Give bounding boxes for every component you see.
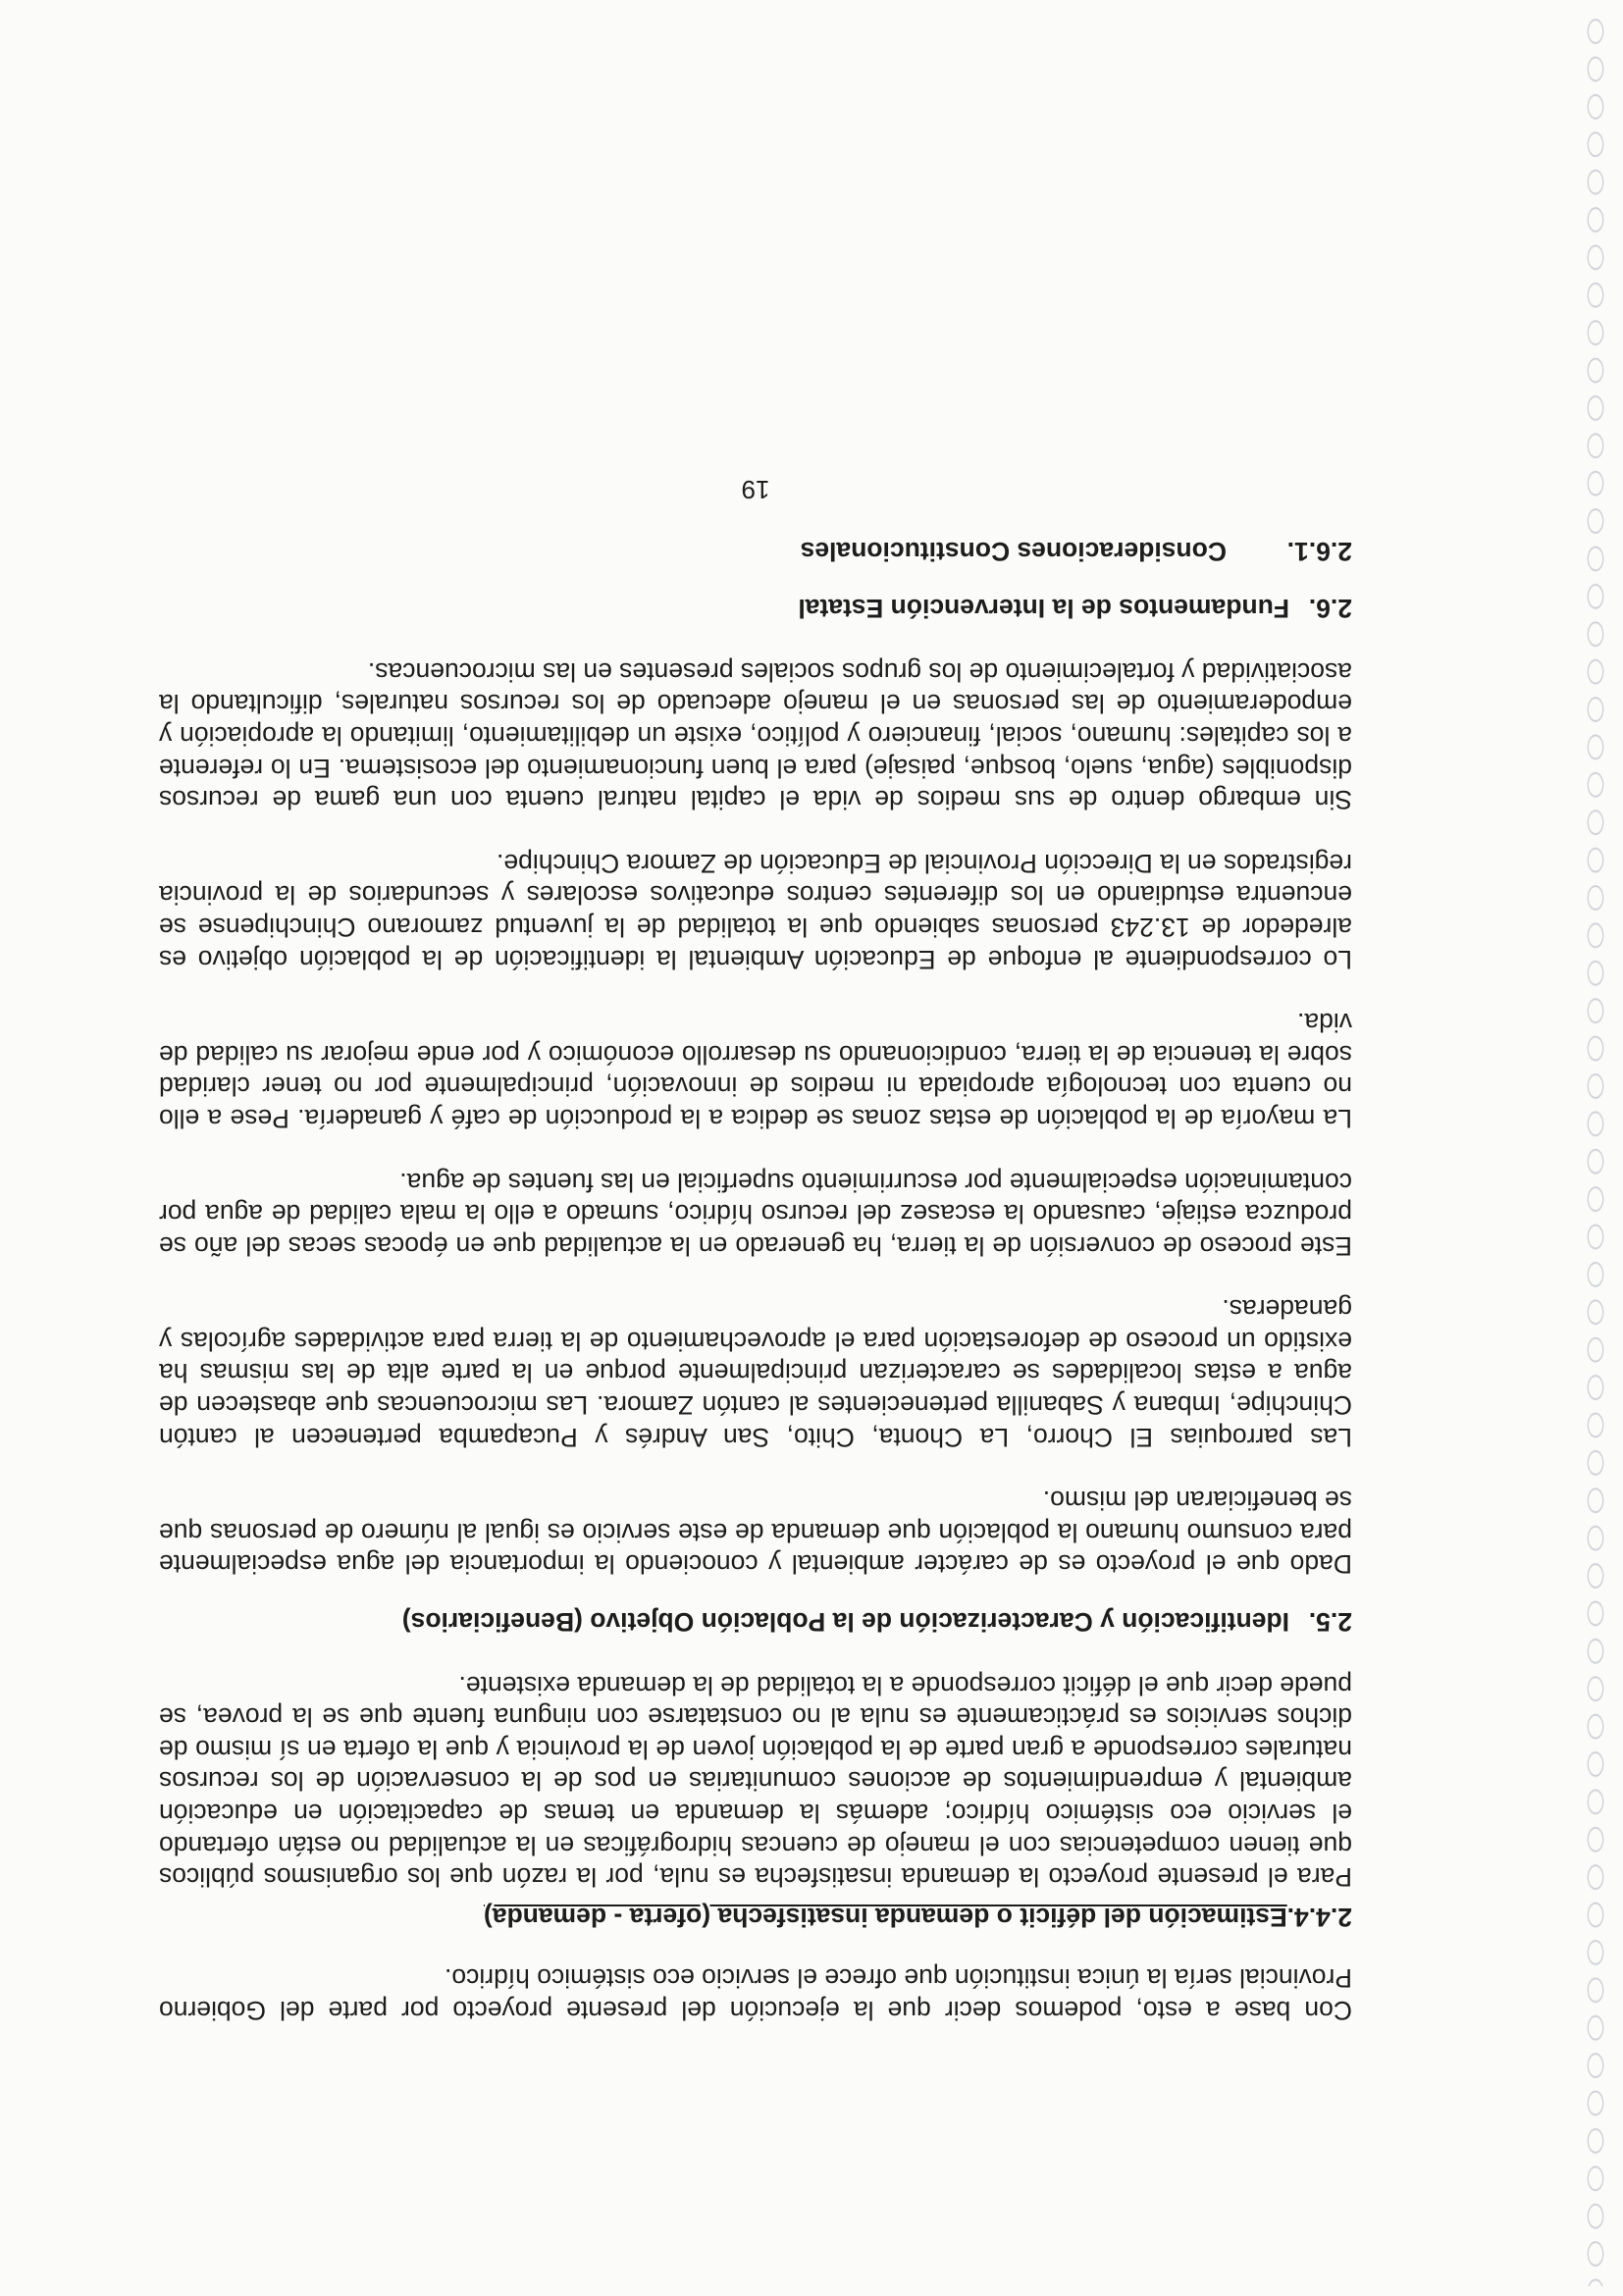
heading-2-4-4-number: 2.4.4. (1286, 1902, 1352, 1932)
heading-2-5 (159, 1605, 1352, 1638)
heading-2-4-4 (159, 1901, 1352, 1933)
page-number: 19 (741, 475, 770, 505)
paragraph-gobierno-provincial: Con base a esto, podemos decir que la ejecución del presente proyecto por parte del Gobierno Provincial sería la única institución que ofrece el servicio eco sistémico hídrico. (159, 1963, 1352, 2025)
heading-2-6-number: 2.6. (1308, 594, 1352, 624)
paragraph-demanda-insatisfecha: Para el presente proyecto la demanda insatisfecha es nula, por la razón que los organismos públicos que tienen competencias con el manejo de cuencas hidrográficas en la actualidad no están ofertando el servicio eco sistémico hídrico; además la demanda en temas de capacitación en educación ambiental y emprendimientos de acciones comunitarias en pos de la conservación de los recursos naturales corresponde a gran parte de la población joven de la provincia y que la oferta en sí mismo de dichos servicios es prácticamente es nula al no constatarse con ninguna fuente que se la provea, se puede decir que el déficit corresponde a la totalidad de la demanda existente. (159, 1670, 1352, 1893)
page-content-rotated (159, 226, 1352, 2026)
heading-2-6-1-title: Consideraciones Constitucionales (800, 536, 1227, 566)
paragraph-parroquias: Las parroquias El Chorro, La Chonta, Chito, San Andrés y Pucapamba pertenecen al cantón Chinchipe, Imbana y Sabanilla pertenecientes al cantón Zamora. Las microcuencas que abastecen de agua a estas localidades se caracterizan principalmente porque en la parte alta de las mismas ha existido un proceso de deforestación para el aprovechamiento de la tierra para actividades agrícolas y ganaderas. (159, 1294, 1352, 1452)
heading-2-6-1 (159, 535, 1352, 567)
heading-2-6-title: Fundamentos de la Intervención Estatal (798, 594, 1289, 624)
paragraph-educacion-ambiental: Lo correspondiente al enfoque de Educación Ambiental la identificación de la población objetivo es alrededor de 13.243 personas sabiendo que la totalidad de la juventud zamorano Chinchipense se encuentra estudiando en los diferentes centros educativos escolares y secundarios de la provincia registrados en la Dirección Provincial de Educación de Zamora Chinchipe. (159, 848, 1352, 974)
paragraph-capital-natural: Sin embargo dentro de sus medios de vida el capital natural cuenta con una gama de recursos disponibles (agua, suelo, bosque, paisaje) para el buen funcionamiento del ecosistema. En lo referente a los capitales: humano, social, financiero y político, existe un debilitamiento, limitando la apropiación y empoderamiento de las personas en el manejo adecuado de los recursos naturales, dificultando la asociatividad y fortalecimiento de los grupos sociales presentes en las microcuencas. (159, 656, 1352, 815)
heading-2-5-title: Identificación y Caracterización de la Población Objetivo (Beneficiarios) (401, 1607, 1289, 1638)
spiral-binding-holes (1574, 10, 1617, 2286)
paragraph-proceso-conversion: Este proceso de conversión de la tierra, ha generado en la actualidad que en épocas secas del año se produzca estiaje, causando la escasez del recurso hídrico, sumado a ello la mala calidad de agua por contaminación especialmente por escurrimiento superficial en las fuentes de agua. (159, 1167, 1352, 1261)
heading-2-6-1-number: 2.6.1. (1286, 536, 1352, 566)
heading-2-4-4-title: Estimación del déficit o demanda insatisfecha (oferta - demanda) (483, 1902, 1287, 1932)
heading-2-5-number: 2.5. (1308, 1607, 1352, 1638)
heading-2-6 (159, 593, 1352, 625)
paragraph-caracter-ambiental: Dado que el proyecto es de carácter ambiental y conociendo la importancia del agua especialmente para consumo humano la población que demanda de este servicio es igual al número de personas que se beneficiaran del mismo. (159, 1486, 1352, 1580)
paragraph-produccion-cafe: La mayoría de la población de estas zonas se dedica a la producción de café y ganadería. Pese a ello no cuenta con tecnología apropiada ni medios de innovación, principalmente por no tener claridad sobre la tenencia de la tierra, condicionando su desarrollo económico y por ende mejorar su calidad de vida. (159, 1008, 1352, 1133)
